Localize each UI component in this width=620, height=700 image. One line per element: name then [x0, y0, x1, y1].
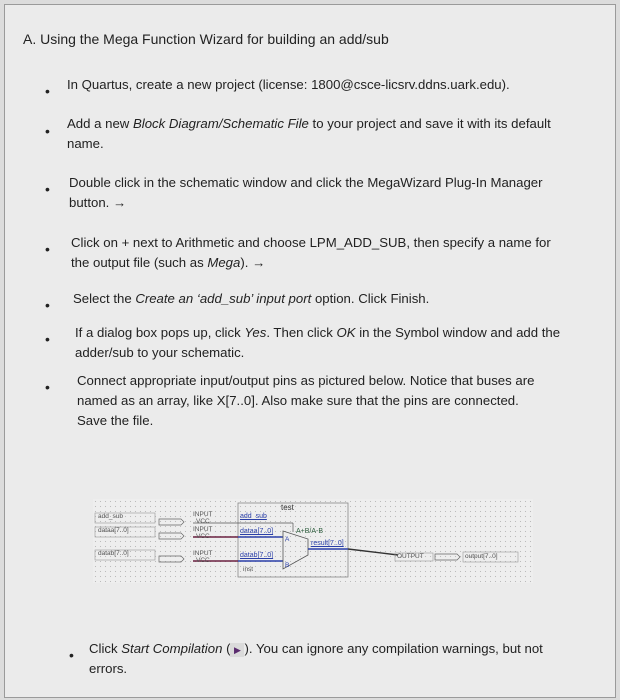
block-title: test: [281, 503, 294, 512]
step-5: Select the Create an ‘add_sub’ input port option. Click Finish.: [73, 291, 430, 306]
pin-name-dataa: dataa[7..0]: [98, 527, 129, 534]
port-add-sub: add_sub: [240, 513, 267, 520]
pin-type: INPUT: [193, 526, 213, 533]
pin-name-datab: datab[7..0]: [98, 550, 129, 557]
pin-type: INPUT: [193, 550, 213, 557]
port-b-label: B: [285, 562, 290, 569]
step-6: If a dialog box pops up, click Yes. Then click OK in the Symbol window and add the adder/sub to your schematic.: [75, 325, 561, 360]
step-7: Connect appropriate input/output pins as pictured below. Notice that buses are named as an array, like X[7..0]. Also make sure that the pins are connected. Save the file.: [77, 373, 535, 428]
port-result: result[7..0]: [311, 540, 344, 547]
bullet: •: [45, 181, 50, 197]
step-3: Double click in the schematic window and click the MegaWizard Plug-In Manager button. →: [69, 175, 543, 210]
start-compilation-play-icon: ▶: [230, 643, 244, 657]
step-1: In Quartus, create a new project (license: 1800@csce-licsrv.ddns.uark.edu).: [67, 77, 510, 92]
pin-vcc: VCC: [196, 518, 210, 525]
port-a-label: A: [285, 536, 290, 543]
document-page: [4, 4, 616, 698]
bullet: •: [45, 297, 50, 313]
pin-vcc: VCC: [196, 533, 210, 540]
port-datab: datab[7..0]: [240, 552, 274, 559]
output-pin-type: OUTPUT: [397, 553, 424, 560]
step-8: Click Start Compilation ( ▶ ). You can ignore any compilation warnings, but not errors.: [89, 641, 543, 676]
instance-label: inst: [243, 566, 254, 573]
section-heading: A. Using the Mega Function Wizard for building an add/sub: [23, 31, 389, 47]
pin-type: INPUT: [193, 511, 213, 518]
port-dataa: dataa[7..0]: [240, 528, 274, 535]
step-4: Click on + next to Arithmetic and choose LPM_ADD_SUB, then specify a name for the output file (such as Mega). →: [71, 235, 551, 270]
bullet: •: [45, 83, 50, 99]
bullet: •: [45, 241, 50, 257]
schematic-image: [93, 499, 533, 583]
pin-vcc: VCC: [196, 557, 210, 564]
step-2: Add a new Block Diagram/Schematic File to your project and save it with its default name.: [67, 116, 551, 151]
bullet: •: [69, 647, 74, 663]
operation-label: A+B/A-B: [296, 528, 324, 535]
output-pin-name: output[7..0]: [465, 553, 498, 560]
bullet: •: [45, 379, 50, 395]
bullet: •: [45, 331, 50, 347]
pin-name-add-sub: add_sub: [98, 513, 123, 520]
bullet: •: [45, 123, 50, 139]
